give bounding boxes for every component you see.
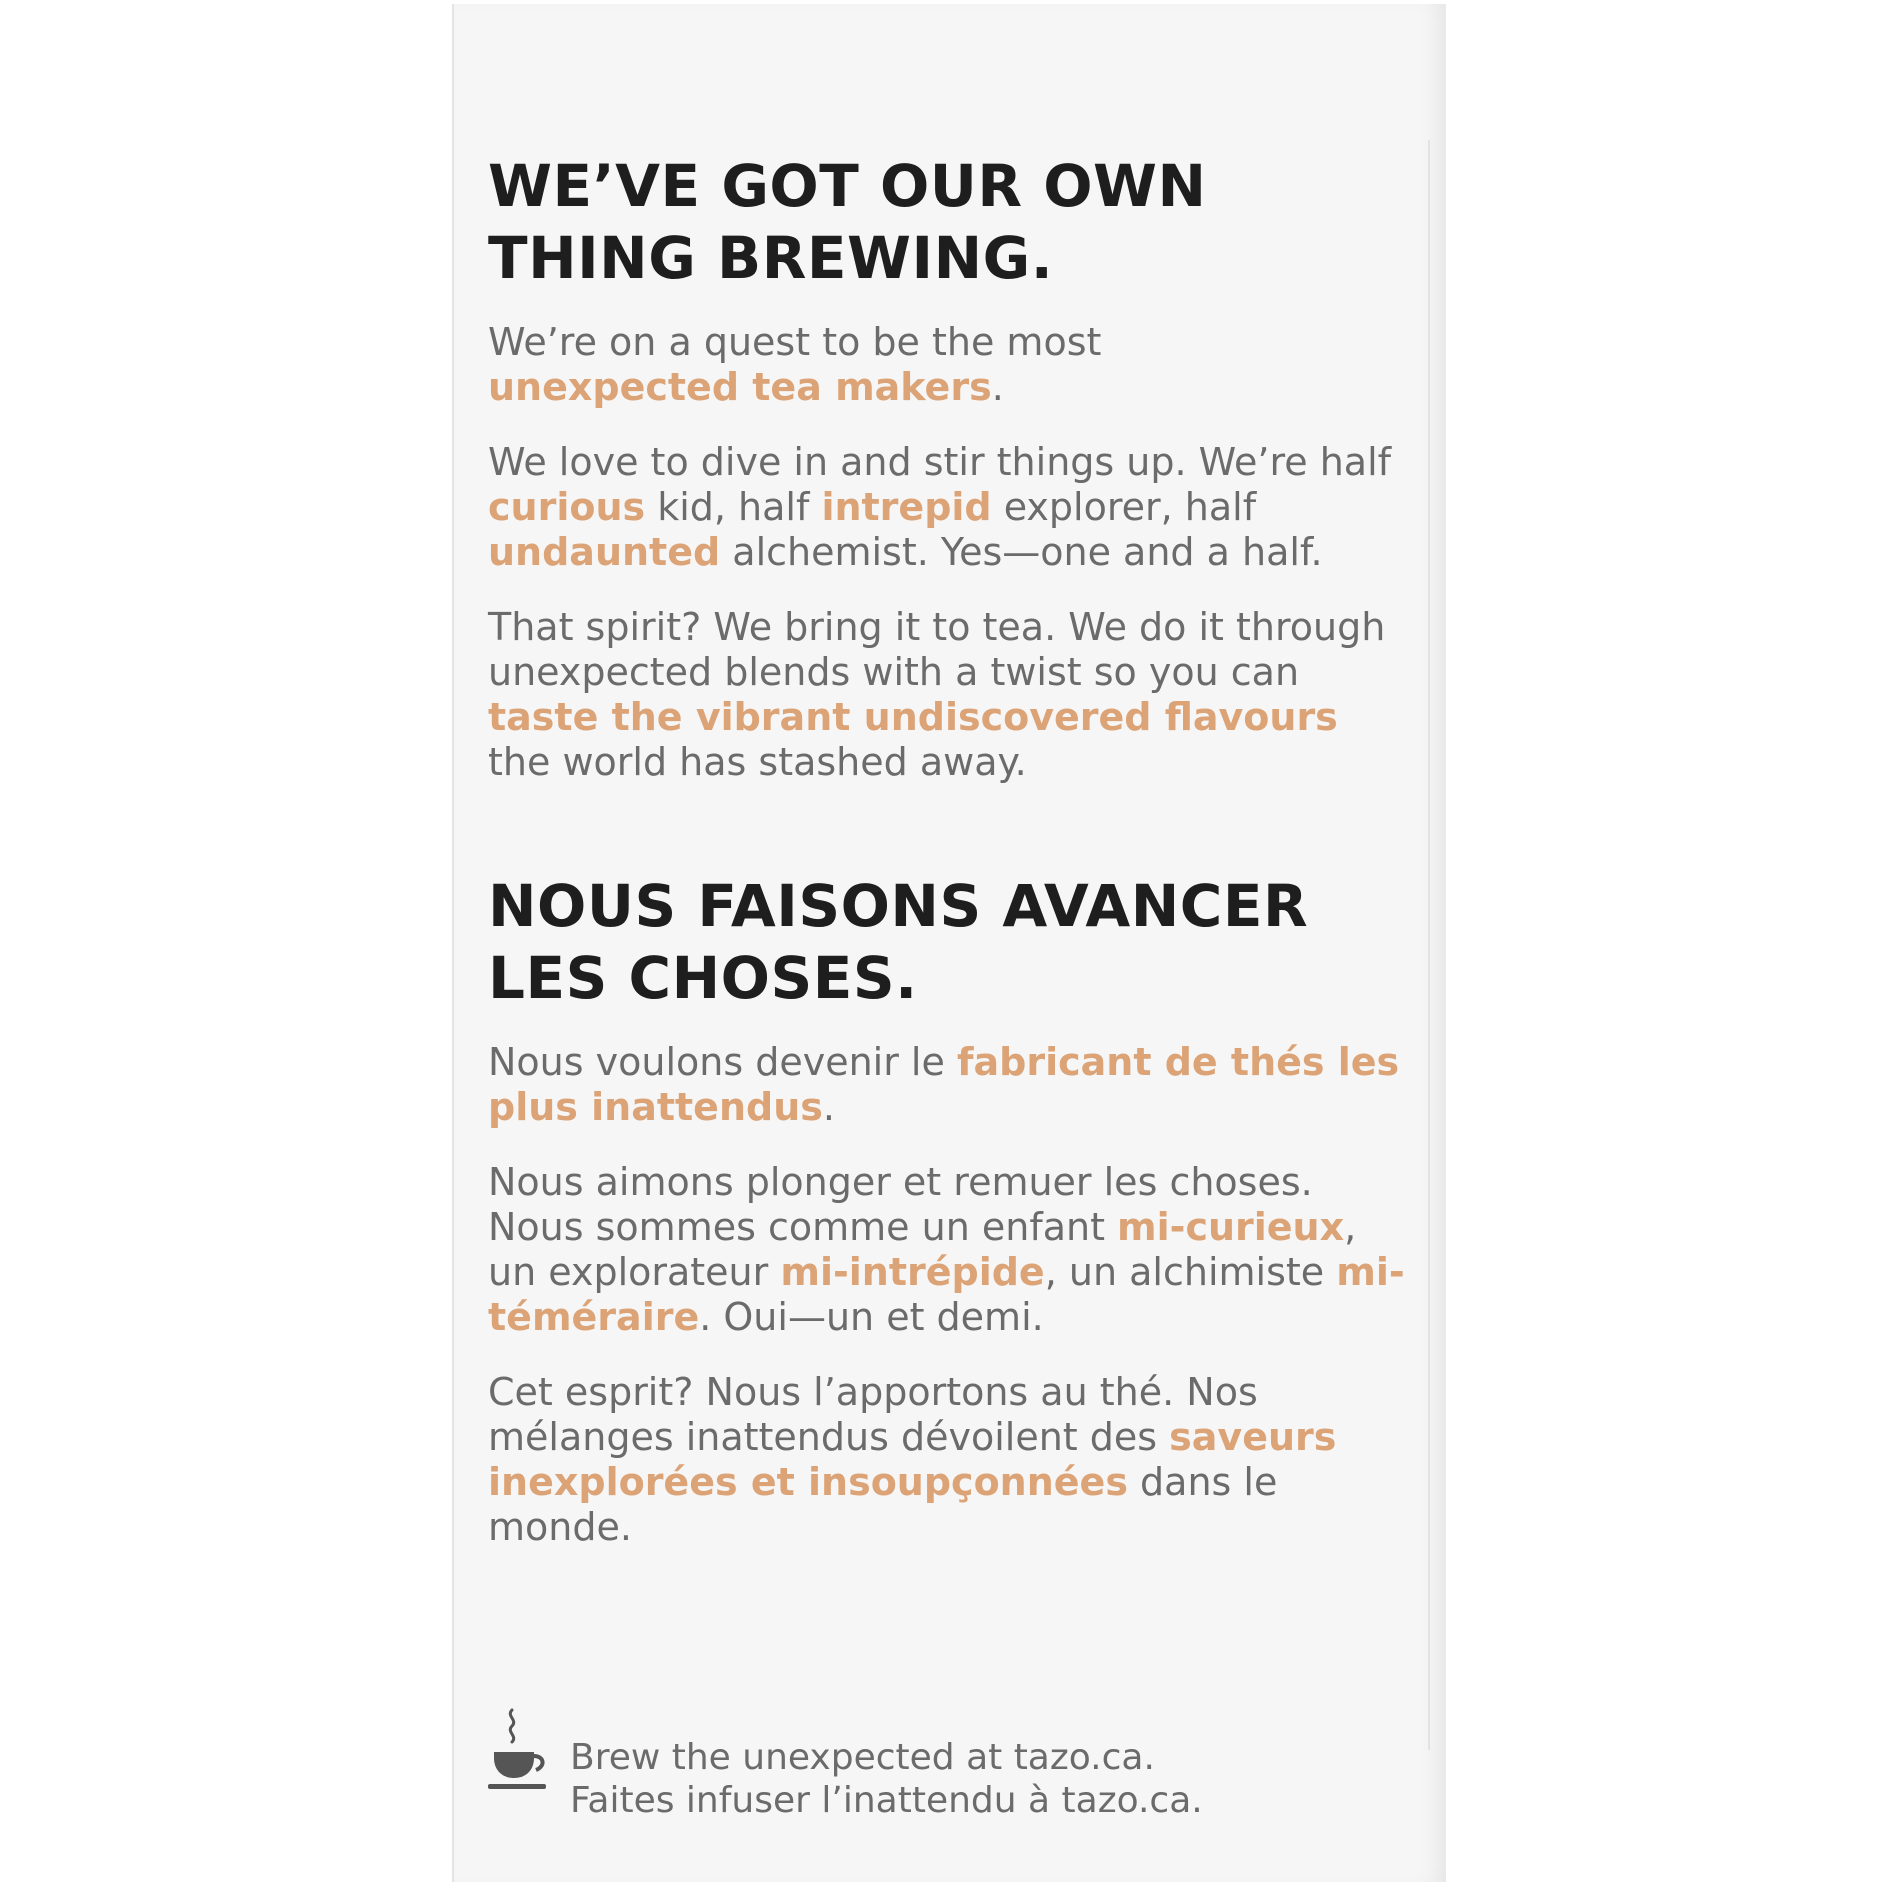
footer: [488, 1706, 1408, 1826]
footer-text: [570, 1736, 1203, 1822]
highlight-text: unexpected tea makers: [488, 365, 992, 409]
french-paragraph-2: [488, 1160, 1408, 1340]
fold-line: [1428, 140, 1430, 1750]
text-run: . Oui—un et demi.: [699, 1295, 1044, 1339]
text-run: That spirit? We bring it to tea. We do it through unexpected blends with a twist so you can: [488, 605, 1386, 694]
english-paragraph-3: [488, 605, 1408, 785]
french-heading: [488, 870, 1408, 1014]
highlight-text: intrepid: [821, 485, 992, 529]
english-paragraph-2: [488, 440, 1408, 575]
french-section: [488, 870, 1408, 1580]
english-heading: [488, 150, 1408, 294]
highlight-text: undaunted: [488, 530, 721, 574]
highlight-text: mi-curieux: [1117, 1205, 1345, 1249]
french-heading-line-1: NOUS FAISONS AVANCER: [488, 872, 1309, 940]
text-run: Nous aimons plonger et remuer les choses. Nous sommes comme un enfant: [488, 1160, 1313, 1249]
english-paragraph-1: [488, 320, 1408, 410]
text-run: We’re on a quest to be the most: [488, 320, 1102, 364]
text-run: the world has stashed away.: [488, 740, 1027, 784]
french-paragraph-1: [488, 1040, 1408, 1130]
french-paragraph-3: [488, 1370, 1408, 1550]
text-run: alchemist. Yes—one and a half.: [720, 530, 1323, 574]
english-heading-line-1: WE’VE GOT OUR OWN: [488, 152, 1207, 220]
footer-line-english: Brew the unexpected at tazo.ca.: [570, 1737, 1155, 1778]
text-run: Cet esprit? Nous l’apportons au thé. Nos mélanges inattendus dévoilent des: [488, 1370, 1258, 1459]
highlight-text: mi-téméraire: [488, 1250, 1405, 1339]
english-heading-line-2: THING BREWING.: [488, 224, 1054, 292]
text-run: dans le monde.: [488, 1460, 1278, 1549]
highlight-text: taste the vibrant undiscovered flavours: [488, 695, 1338, 739]
steaming-cup-icon: [488, 1706, 552, 1796]
english-section: [488, 150, 1408, 815]
text-run: , un alchimiste: [1044, 1250, 1337, 1294]
text-run: We love to dive in and stir things up. We’re half: [488, 440, 1392, 484]
text-run: kid, half: [645, 485, 822, 529]
highlight-text: mi-intrépide: [780, 1250, 1045, 1294]
highlight-text: fabricant de thés les plus inattendus: [488, 1040, 1400, 1129]
text-run: , un explorateur: [488, 1205, 1357, 1294]
text-run: .: [822, 1085, 835, 1129]
highlight-text: saveurs inexplorées et insoupçonnées: [488, 1415, 1337, 1504]
highlight-text: curious: [488, 485, 646, 529]
text-run: Nous voulons devenir le: [488, 1040, 957, 1084]
french-heading-line-2: LES CHOSES.: [488, 944, 918, 1012]
text-run: explorer, half: [991, 485, 1257, 529]
footer-line-french: Faites infuser l’inattendu à tazo.ca.: [570, 1780, 1203, 1821]
text-run: .: [991, 365, 1004, 409]
